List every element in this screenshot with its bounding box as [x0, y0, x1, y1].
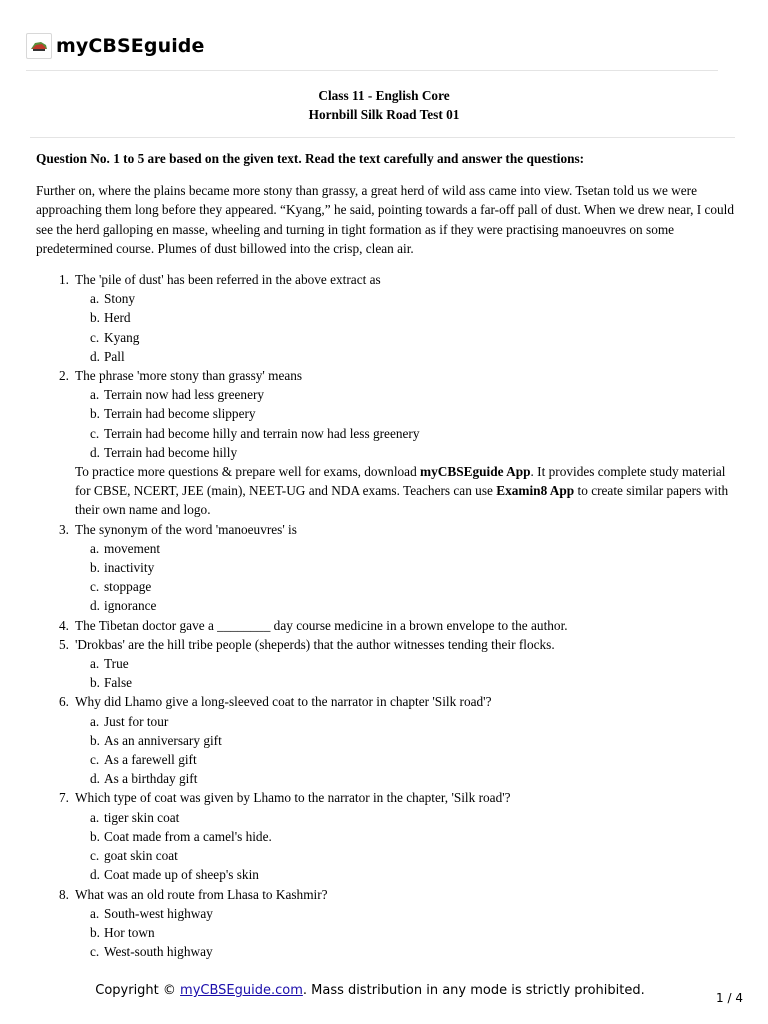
- question-text: Which type of coat was given by Lhamo to the narrator in the chapter, 'Silk road'?: [75, 790, 511, 806]
- option-text: inactivity: [104, 560, 155, 576]
- option-text: As a birthday gift: [104, 771, 198, 787]
- question-5: [59, 635, 735, 654]
- header: [26, 30, 205, 62]
- question-text: 'Drokbas' are the hill tribe people (sheperds) that the author witnesses tending their flocks.: [75, 636, 555, 652]
- header-divider: [26, 70, 718, 71]
- option: [75, 289, 735, 308]
- option: [75, 731, 735, 750]
- option-text: goat skin coat: [104, 848, 178, 864]
- question-number: 1.: [59, 272, 69, 287]
- test-title: Hornbill Silk Road Test 01: [308, 107, 460, 122]
- option-letter: b.: [90, 924, 100, 940]
- footer-text: Copyright ©: [95, 983, 181, 998]
- option-letter: b.: [90, 828, 100, 844]
- option-letter: b.: [90, 310, 100, 326]
- option-letter: a.: [90, 809, 100, 825]
- option-letter: b.: [90, 675, 100, 691]
- option: [75, 654, 735, 673]
- option: [75, 424, 735, 443]
- option-letter: d.: [90, 867, 100, 883]
- footer-text: . Mass distribution in any mode is strictly prohibited.: [302, 983, 645, 998]
- option: [75, 308, 735, 327]
- option: [75, 577, 735, 596]
- question-number: 3.: [59, 521, 69, 537]
- option-text: movement: [104, 540, 161, 556]
- option-letter: a.: [90, 540, 100, 556]
- promo-text: to create similar papers with their own name and logo.: [75, 483, 729, 518]
- option-text: tiger skin coat: [104, 809, 180, 825]
- question-text: Why did Lhamo give a long-sleeved coat to the narrator in chapter 'Silk road'?: [75, 694, 492, 710]
- option-text: Stony: [104, 291, 136, 307]
- question-4: [59, 616, 735, 635]
- class-title: Class 11 - English Core: [318, 88, 450, 103]
- option-letter: a.: [90, 291, 100, 307]
- question-text: What was an old route from Lhasa to Kashmir?: [75, 886, 328, 902]
- option-letter: d.: [90, 348, 100, 364]
- option-text: Pall: [104, 348, 125, 364]
- option-text: South-west highway: [104, 905, 213, 921]
- option-letter: c.: [90, 329, 100, 345]
- option: [75, 846, 735, 865]
- option-letter: b.: [90, 406, 100, 422]
- option: [75, 673, 735, 692]
- option-text: Terrain had become hilly: [104, 444, 238, 460]
- option-letter: a.: [90, 713, 100, 729]
- option-text: stoppage: [104, 579, 152, 595]
- option: [75, 865, 735, 884]
- option: [75, 712, 735, 731]
- option: [75, 385, 735, 404]
- option-letter: c.: [90, 848, 100, 864]
- question-number: 8.: [59, 886, 69, 902]
- option-text: Hor town: [104, 924, 155, 940]
- option-letter: b.: [90, 732, 100, 748]
- promo-app-name: Examin8 App: [496, 483, 575, 499]
- option-text: Kyang: [104, 329, 140, 345]
- question-text: The synonym of the word 'manoeuvres' is: [75, 521, 297, 537]
- option: [75, 750, 735, 769]
- option: [75, 769, 735, 788]
- option-letter: c.: [90, 752, 100, 768]
- document-title: [0, 86, 768, 124]
- option-letter: a.: [90, 905, 100, 921]
- option-letter: a.: [90, 656, 100, 672]
- option-letter: c.: [90, 579, 100, 595]
- question-number: 4.: [59, 617, 69, 633]
- option: [75, 923, 735, 942]
- app-promo: [75, 462, 735, 520]
- option-text: ignorance: [104, 598, 157, 614]
- option-text: Coat made up of sheep's skin: [104, 867, 259, 883]
- question-number: 7.: [59, 790, 69, 806]
- option: [75, 558, 735, 577]
- question-2: [59, 366, 735, 385]
- title-divider: [30, 137, 735, 138]
- option: [75, 404, 735, 423]
- option-text: As an anniversary gift: [104, 732, 222, 748]
- page-number: 1 / 4: [716, 991, 743, 1005]
- question-1: [59, 270, 735, 289]
- option-letter: d.: [90, 771, 100, 787]
- option-text: Terrain had become hilly and terrain now had less greenery: [104, 425, 420, 441]
- question-6: [59, 692, 735, 711]
- option-letter: c.: [90, 944, 100, 960]
- option: [75, 808, 735, 827]
- question-list: [59, 270, 735, 961]
- copyright-footer: [0, 983, 740, 998]
- promo-text: . It provides complete study material for CBSE, NCERT, JEE (main), NEET-UG and NDA exams. Teachers can use: [75, 464, 726, 499]
- option-text: Just for tour: [104, 713, 169, 729]
- instructions: Question No. 1 to 5 are based on the given text. Read the text carefully and answer the questions:: [36, 151, 585, 166]
- promo-app-name: myCBSEguide App: [420, 464, 531, 480]
- option-letter: a.: [90, 387, 100, 403]
- footer-link[interactable]: myCBSEguide.com: [180, 983, 303, 998]
- option-text: West-south highway: [104, 944, 213, 960]
- question-3: [59, 520, 735, 539]
- option: [75, 904, 735, 923]
- question-number: 2.: [59, 368, 69, 384]
- option: [75, 596, 735, 615]
- brand-name: myCBSEguide: [56, 35, 205, 57]
- option-text: True: [104, 656, 129, 672]
- passage: Further on, where the plains became more stony than grassy, a great herd of wild ass came into view. Tsetan told us we were approaching them long before they appeared. “Kyang,” he said, pointing towards a far-off pall of dust. When we drew near, I could see the herd galloping en masse, wheeling and turning in tight formation as if they were practising manoeuvres on some predetermined course. Plumes of dust billowed into the crisp, clean air.: [36, 183, 735, 256]
- question-number: 6.: [59, 694, 69, 710]
- option-text: False: [104, 675, 133, 691]
- option-letter: d.: [90, 444, 100, 460]
- option-text: Terrain had become slippery: [104, 406, 256, 422]
- option: [75, 443, 735, 462]
- question-text: The Tibetan doctor gave a ________ day course medicine in a brown envelope to the author.: [75, 617, 568, 633]
- option-letter: d.: [90, 598, 100, 614]
- question-number: 5.: [59, 636, 69, 652]
- question-8: [59, 885, 735, 904]
- option: [75, 347, 735, 366]
- option-letter: c.: [90, 425, 100, 441]
- option-text: As a farewell gift: [104, 752, 197, 768]
- option: [75, 328, 735, 347]
- promo-text: To practice more questions & prepare well for exams, download: [75, 464, 421, 480]
- question-text: The 'pile of dust' has been referred in the above extract as: [75, 272, 381, 287]
- option: [75, 942, 735, 961]
- option-text: Herd: [104, 310, 131, 326]
- option-text: Coat made from a camel's hide.: [104, 828, 272, 844]
- option-text: Terrain now had less greenery: [104, 387, 265, 403]
- question-text: The phrase 'more stony than grassy' means: [75, 368, 303, 384]
- option: [75, 539, 735, 558]
- question-7: [59, 788, 735, 807]
- option: [75, 827, 735, 846]
- option-letter: b.: [90, 560, 100, 576]
- logo-icon: [26, 33, 52, 59]
